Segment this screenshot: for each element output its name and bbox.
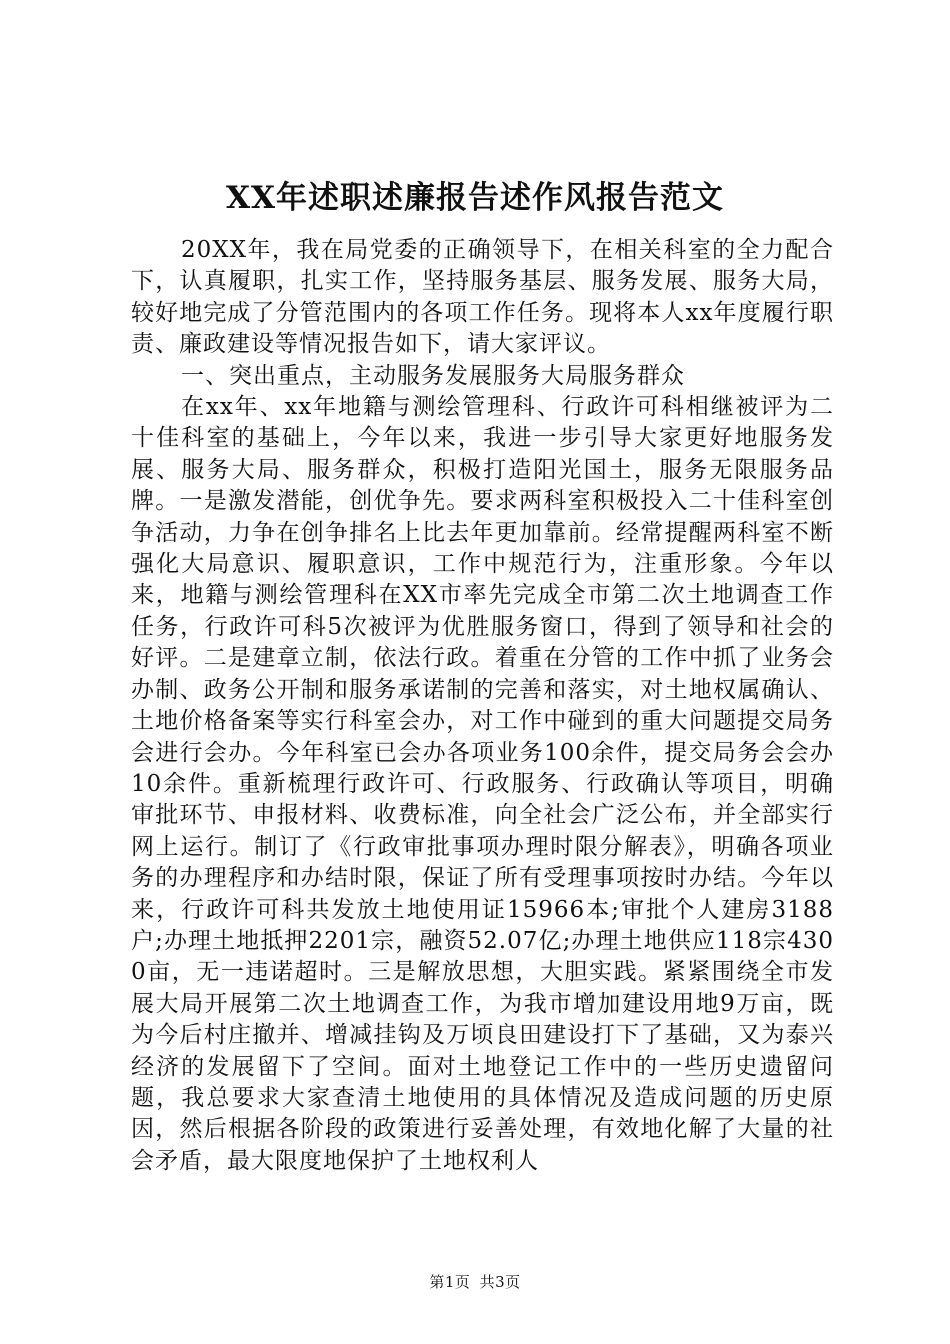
section-heading: 一、突出重点，主动服务发展服务大局服务群众	[181, 362, 685, 389]
document-title: XX年述职述廉报告述作风报告范文	[225, 180, 725, 216]
total-pages: 共3页	[479, 1273, 521, 1291]
intro-paragraph: 20XX年，我在局党委的正确领导下，在相关科室的全力配合下，认真履职，扎实工作，坚持服务基层、服务发展、服务大局，较好地完成了分管范围内的各项工作任务。现将本人xx年度履行职责、廉政建设等情况报告如下，请大家评议。	[131, 237, 834, 358]
document-body	[131, 235, 834, 1177]
page-number: 第1页	[429, 1273, 471, 1291]
page-footer	[0, 1272, 950, 1292]
body-paragraph: 在xx年、xx年地籍与测绘管理科、行政许可科相继被评为二十佳科室的基础上，今年以来，我进一步引导大家更好地服务发展、服务大局、服务群众，积极打造阳光国土，服务无限服务品牌。一是激发潜能，创优争先。要求两科室积极投入二十佳科室创争活动，力争在创争排名上比去年更加靠前。经常提醒两科室不断强化大局意识、履职意识，工作中规范行为，注重形象。今年以来，地籍与测绘管理科在XX市率先完成全市第二次土地调查工作任务，行政许可科5次被评为优胜服务窗口，得到了领导和社会的好评。二是建章立制，依法行政。着重在分管的工作中抓了业务会办制、政务公开制和服务承诺制的完善和落实，对土地权属确认、土地价格备案等实行科室会办，对工作中碰到的重大问题提交局务会进行会办。今年科室已会办各项业务100余件，提交局务会会办10余件。重新梳理行政许可、行政服务、行政确认等项目，明确审批环节、申报材料、收费标准，向全社会广泛公布，并全部实行网上运行。制订了《行政审批事项办理时限分解表》，明确各项业务的办理程序和办结时限，保证了所有受理事项按时办结。今年以来，行政许可科共发放土地使用证15966本;审批个人建房3188户;办理土地抵押2201宗，融资52.07亿;办理土地供应118宗4300亩，无一违诺超时。三是解放思想，大胆实践。紧紧围绕全市发展大局开展第二次土地调查工作，为我市增加建设用地9万亩，既为今后村庄撤并、增减挂钩及万顷良田建设打下了基础，又为泰兴经济的发展留下了空间。面对土地登记工作中的一些历史遗留问题，我总要求大家查清土地使用的具体情况及造成问题的历史原因，然后根据各阶段的政策进行妥善处理，有效地化解了大量的社会矛盾，最大限度地保护了土地权利人	[131, 394, 834, 1174]
